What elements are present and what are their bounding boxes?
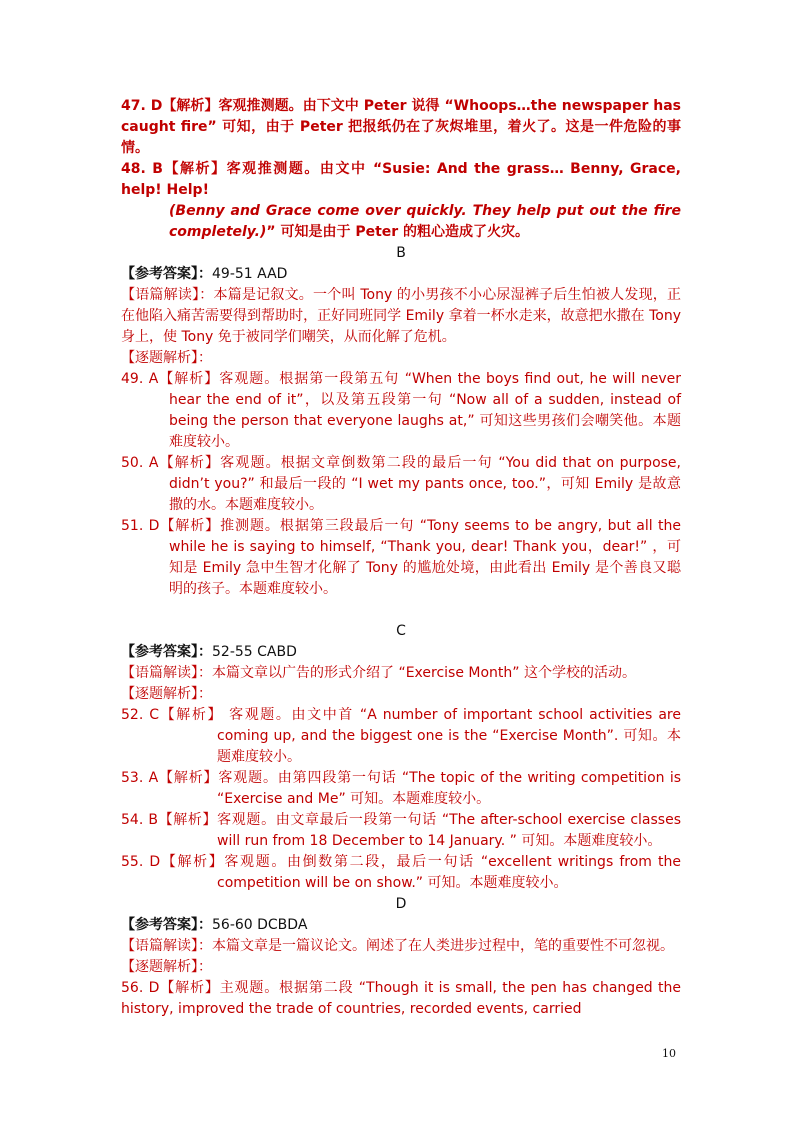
answer-48-tail: ” 可知是由于 Peter 的粗心造成了火灾。 — [266, 224, 530, 240]
analysis-label-b: 【逐题解析】： — [121, 350, 212, 366]
answer-56: 56. D【解析】主观题。根据第二段 “Though it is small, the pen has changed the history, improved the trade of countries, recorded events, carried — [121, 980, 681, 1017]
answer-52: 52. C【解析】 客观题。由文中首 “A number of important school activities are coming up, and the biggest one is the “Exercise Month”. 可知。本题难度较小。 — [121, 707, 681, 765]
analysis-label-c: 【逐题解析】： — [121, 686, 212, 702]
answer-key-label: 【参考答案】： — [121, 644, 212, 660]
answer-key-d — [121, 915, 681, 936]
answer-48-text: 48. B【解析】客观推测题。由文中 “Susie: And the grass… Benny, Grace, help! Help! — [121, 161, 681, 198]
answer-55: 55. D【解析】客观题。由倒数第二段，最后一句话 “excellent writings from the competition will be on show.” 可知。本题难度较小。 — [121, 854, 681, 891]
answer-key-value: 56-60 DCBDA — [212, 917, 308, 933]
answer-48-quote-italic: (Benny and Grace come over quickly. They help put out the fire completely.) — [169, 203, 681, 240]
page-content — [121, 96, 681, 1020]
answer-key-b — [121, 264, 681, 285]
reading-label: 【语篇解读】： — [121, 938, 212, 954]
answer-key-label: 【参考答案】： — [121, 266, 212, 282]
answer-key-value: 49-51 AAD — [212, 266, 288, 282]
reading-label: 【语篇解读】： — [121, 287, 214, 303]
analysis-label-d: 【逐题解析】： — [121, 959, 212, 975]
answer-key-label: 【参考答案】： — [121, 917, 212, 933]
page-number: 10 — [662, 1047, 676, 1060]
answer-51: 51. D【解析】推测题。根据第三段最后一句 “Tony seems to be angry, but all the while he is saying to himself, “Thank you, dear! Thank you，dear!” ，可知是 Emily 急中生智才化解了 Tony 的尴尬处境，由此看出 Emily 是个善良又聪明的孩子。本题难度较小。 — [121, 518, 681, 597]
answer-key-c — [121, 642, 681, 663]
reading-text: 本篇文章以广告的形式介绍了 “Exercise Month” 这个学校的活动。 — [212, 665, 636, 681]
answer-48 — [121, 159, 681, 201]
reading-summary-b — [121, 285, 681, 348]
section-heading-c: C — [396, 623, 406, 639]
reading-text: 本篇是记叙文。一个叫 Tony 的小男孩不小心尿湿裤子后生怕被人发现，正在他陷入痛苦需要得到帮助时，正好同班同学 Emily 拿着一杯水走来，故意把水撒在 Tony 身上，使 Tony 免于被同学们嘲笑，从而化解了危机。 — [121, 287, 682, 345]
reading-text: 本篇文章是一篇议论文。阐述了在人类进步过程中，笔的重要性不可忽视。 — [212, 938, 674, 954]
reading-summary-d — [121, 936, 681, 957]
answer-50: 50. A【解析】客观题。根据文章倒数第二段的最后一句 “You did that on purpose, didn’t you?” 和最后一段的 “I wet my pants once, too.”，可知 Emily 是故意撒的水。本题难度较小。 — [121, 455, 681, 513]
section-heading-d: D — [395, 896, 407, 912]
reading-summary-c — [121, 663, 681, 684]
reading-label: 【语篇解读】： — [121, 665, 212, 681]
answer-49: 49. A【解析】客观题。根据第一段第五句 “When the boys find out, he will never hear the end of it”，以及第五段第一句 “Now all of a sudden, instead of being the person that everyone laughs at,” 可知这些男孩们会嘲笑他。本题难度较小。 — [121, 371, 681, 450]
answer-48-quote — [121, 201, 681, 243]
spacer — [121, 600, 681, 621]
section-heading-b: B — [396, 245, 406, 261]
answer-key-value: 52-55 CABD — [212, 644, 297, 660]
answer-47: 47. D【解析】客观推测题。由下文中 Peter 说得 “Whoops…the newspaper has caught fire” 可知，由于 Peter 把报纸仍在了灰烬堆里，着火了。这是一件危险的事情。 — [121, 98, 681, 156]
answer-53: 53. A【解析】客观题。由第四段第一句话 “The topic of the writing competition is “Exercise and Me” 可知。本题难度较小。 — [121, 770, 681, 807]
answer-54: 54. B【解析】客观题。由文章最后一段第一句话 “The after-school exercise classes will run from 18 December to 14 January. ” 可知。本题难度较小。 — [121, 812, 681, 849]
